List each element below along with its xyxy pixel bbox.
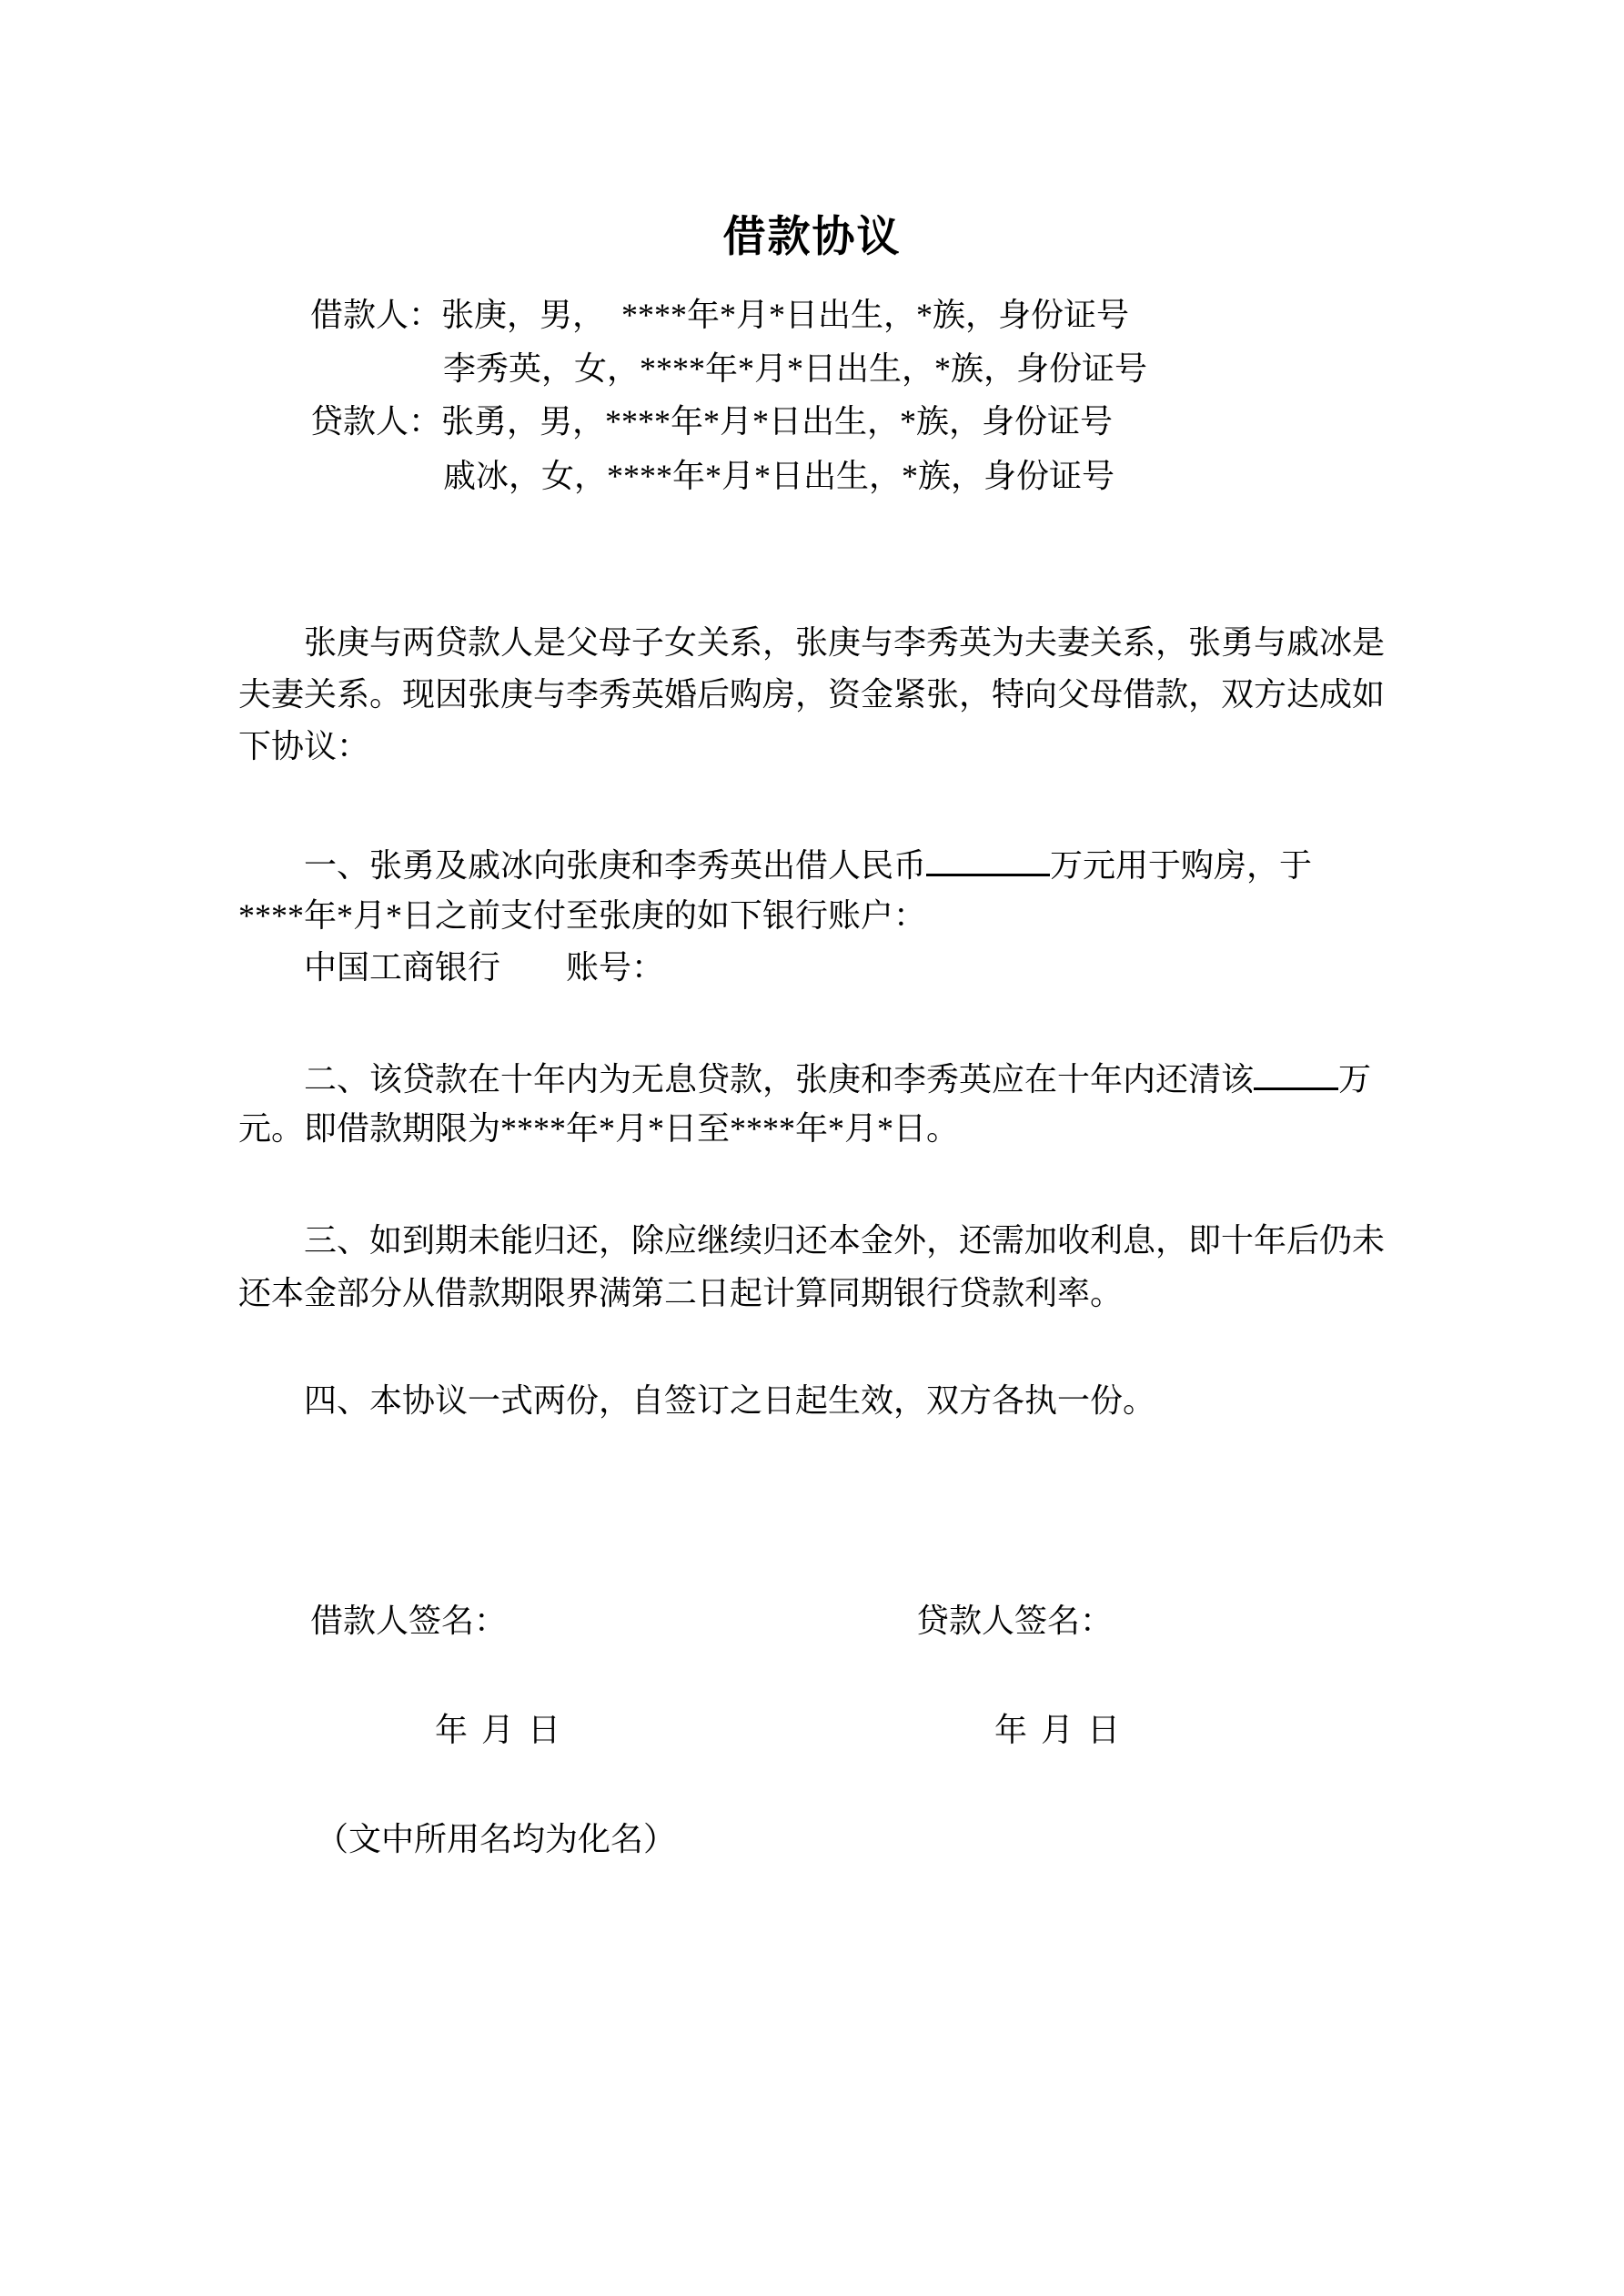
borrower-signature-label: 借款人签名： [310, 1603, 508, 1639]
clause-3-line-1: 三、如到期未能归还，除应继续归还本金外，还需加收利息，即十年后仍未 [304, 1222, 1386, 1259]
intro-paragraph-line-3: 下协议： [238, 728, 370, 764]
lender-date-line: 年 月 日 [994, 1712, 1121, 1748]
lender-line-2: 戚冰，女，****年*月*日出生，*族，身份证号 [443, 458, 1115, 494]
loan-amount-fill-in-blank [926, 846, 1050, 876]
intro-paragraph-line-1: 张庚与两贷款人是父母子女关系，张庚与李秀英为夫妻关系，张勇与戚冰是 [304, 624, 1386, 661]
clause-1-text-after-blank: 万元用于购房，于 [1050, 847, 1313, 884]
clause-1-line-1 [304, 846, 1312, 882]
clause-2-line-2: 元。即借款期限为****年*月*日至****年*月*日。 [238, 1110, 960, 1147]
borrower-line-2: 李秀英，女，****年*月*日出生，*族，身份证号 [443, 350, 1148, 387]
bank-account-line: 中国工商银行 账号： [304, 949, 665, 986]
clause-2-text-after-blank: 万 [1338, 1061, 1372, 1097]
clause-3-line-2: 还本金部分从借款期限界满第二日起计算同期银行贷款利率。 [238, 1275, 1124, 1311]
repayment-amount-fill-in-blank [1254, 1060, 1338, 1090]
document-title: 借款协议 [722, 214, 902, 261]
borrower-date-line: 年 月 日 [435, 1712, 561, 1748]
borrower-line-1: 借款人：张庚，男， ****年*月*日出生，*族，身份证号 [310, 297, 1130, 333]
lender-signature-label: 贷款人签名： [916, 1603, 1114, 1639]
clause-2-line-1 [304, 1060, 1371, 1096]
clause-1-text-before-blank: 一、张勇及戚冰向张庚和李秀英出借人民币 [304, 847, 927, 884]
clause-4-line-1: 四、本协议一式两份，自签订之日起生效，双方各执一份。 [304, 1382, 1156, 1419]
clause-2-text-before-blank: 二、该贷款在十年内为无息贷款，张庚和李秀英应在十年内还清该 [304, 1061, 1255, 1097]
lender-line-1: 贷款人：张勇，男，****年*月*日出生，*族，身份证号 [310, 403, 1114, 440]
clause-1-line-2: ****年*月*日之前支付至张庚的如下银行账户： [238, 897, 927, 934]
pseudonym-note: （文中所用名均为化名） [316, 1821, 677, 1857]
intro-paragraph-line-2: 夫妻关系。现因张庚与李秀英婚后购房，资金紧张，特向父母借款，双方达成如 [238, 676, 1386, 713]
